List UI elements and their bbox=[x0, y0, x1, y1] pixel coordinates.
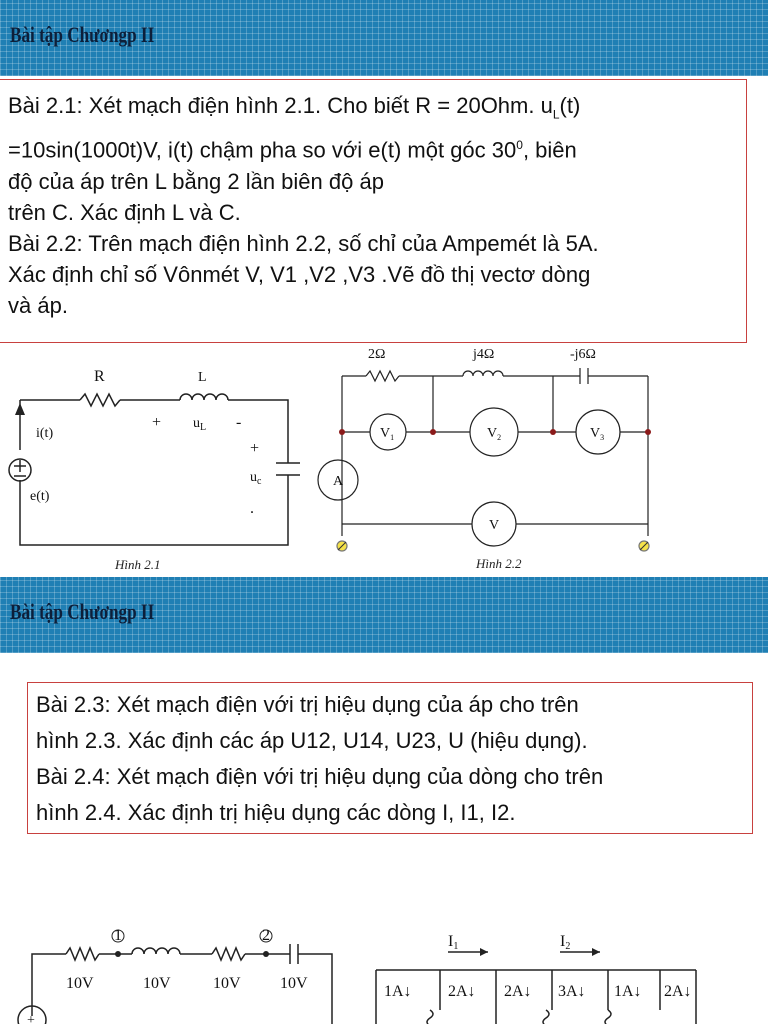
p21-line4: trên C. Xác định L và C. bbox=[8, 199, 241, 225]
slide1-problem-box bbox=[0, 79, 747, 343]
slide2-header bbox=[0, 577, 768, 653]
fig21-ul: $u_L$ bbox=[193, 416, 207, 433]
fig22-label-2ohm: 2Ω bbox=[368, 347, 386, 362]
fig22-a-label: A bbox=[333, 474, 344, 489]
fig23-v3: 10V bbox=[213, 975, 241, 992]
slide2-title: Bài tập Chươngp II bbox=[10, 599, 155, 624]
node-2-label: 2 bbox=[262, 927, 270, 944]
p24-line2: hình 2.4. Xác định trị hiệu dụng các dòng I, I1, I2. bbox=[36, 800, 516, 825]
fig24-cell-2: 2A↓ bbox=[448, 983, 476, 1000]
fig24-cell-4: 3A↓ bbox=[558, 983, 586, 1000]
fig24-cell-1: 1A↓ bbox=[384, 983, 412, 1000]
fig22-caption: Hình 2.2 bbox=[476, 556, 522, 571]
figure-2-2 bbox=[318, 340, 668, 572]
resistor-2ohm bbox=[366, 371, 399, 381]
fig21-uc: $u_c$ bbox=[250, 470, 262, 487]
figure-2-1 bbox=[0, 355, 310, 575]
fig24-cell-5: 1A↓ bbox=[614, 983, 642, 1000]
fig24-cell-6: 2A↓ bbox=[664, 983, 692, 1000]
p21-line1: Bài 2.1: Xét mạch điện hình 2.1. Cho biết R = 20Ohm. $u_L(t)$ bbox=[8, 93, 581, 122]
fig23-v4: 10V bbox=[280, 975, 308, 992]
fig21-minus: - bbox=[236, 414, 242, 431]
p21-line2: =10sin(1000t)V, i(t) chậm pha so với e(t) một góc $30^0$, biên bbox=[8, 137, 577, 163]
fig24-i2: I2 bbox=[560, 933, 571, 952]
node-1-label: 1 bbox=[114, 927, 122, 944]
p22-line2: Xác định chỉ số Vônmét V, V1 ,V2 ,V3 .Vẽ đồ thị vectơ dòng bbox=[8, 261, 591, 287]
fig21-label-e: e(t) bbox=[30, 489, 50, 504]
fig21-caption: Hình 2.1 bbox=[115, 557, 161, 572]
figure-2-3 bbox=[0, 920, 340, 1024]
inductor-j4 bbox=[463, 371, 503, 376]
resistor-1 bbox=[66, 948, 99, 960]
p22-line1: Bài 2.2: Trên mạch điện hình 2.2, số chỉ của Ampemét là 5A. bbox=[8, 230, 599, 256]
fig22-label-j6: -j6Ω bbox=[570, 347, 596, 362]
inductor bbox=[132, 948, 180, 954]
fig24-i1: I1 bbox=[448, 933, 459, 952]
resistor-r bbox=[80, 394, 120, 406]
fig22-v1-label: $V_1$ bbox=[380, 426, 395, 442]
p23-line2: hình 2.3. Xác định các áp U12, U14, U23, U (hiệu dụng). bbox=[36, 728, 588, 753]
fig21-label-r: R bbox=[94, 368, 105, 385]
p23-line1: Bài 2.3: Xét mạch điện với trị hiệu dụng của áp cho trên bbox=[36, 692, 579, 717]
fig24-cell-3: 2A↓ bbox=[504, 983, 532, 1000]
capacitor-c bbox=[276, 463, 300, 475]
fig21-plus2: + bbox=[250, 440, 260, 457]
fig21-plus1: + bbox=[152, 414, 162, 431]
resistor-2 bbox=[212, 948, 245, 960]
fig21-label-l: L bbox=[198, 370, 207, 385]
p22-line3: và áp. bbox=[8, 292, 68, 318]
fig22-label-j4: j4Ω bbox=[473, 347, 495, 362]
fig22-v-label: V bbox=[489, 518, 500, 533]
fig23-plus: + bbox=[27, 1013, 35, 1024]
p24-line1: Bài 2.4: Xét mạch điện với trị hiệu dụng của dòng cho trên bbox=[36, 764, 604, 789]
slide1-header bbox=[0, 0, 768, 76]
p21-line3: độ của áp trên L bằng 2 lần biên độ áp bbox=[8, 168, 384, 194]
figure-2-4 bbox=[360, 930, 720, 1024]
slide1-title: Bài tập Chươngp II bbox=[10, 22, 155, 47]
fig22-v2-label: $V_2$ bbox=[487, 426, 502, 442]
fig23-v1: 10V bbox=[66, 975, 94, 992]
fig21-label-i: i(t) bbox=[36, 426, 54, 441]
fig23-v2: 10V bbox=[143, 975, 171, 992]
slide2-problem-box bbox=[27, 682, 753, 834]
fig21-dot: . bbox=[250, 500, 254, 517]
fig22-v3-label: $V_3$ bbox=[590, 426, 605, 442]
inductor-l bbox=[180, 394, 228, 400]
